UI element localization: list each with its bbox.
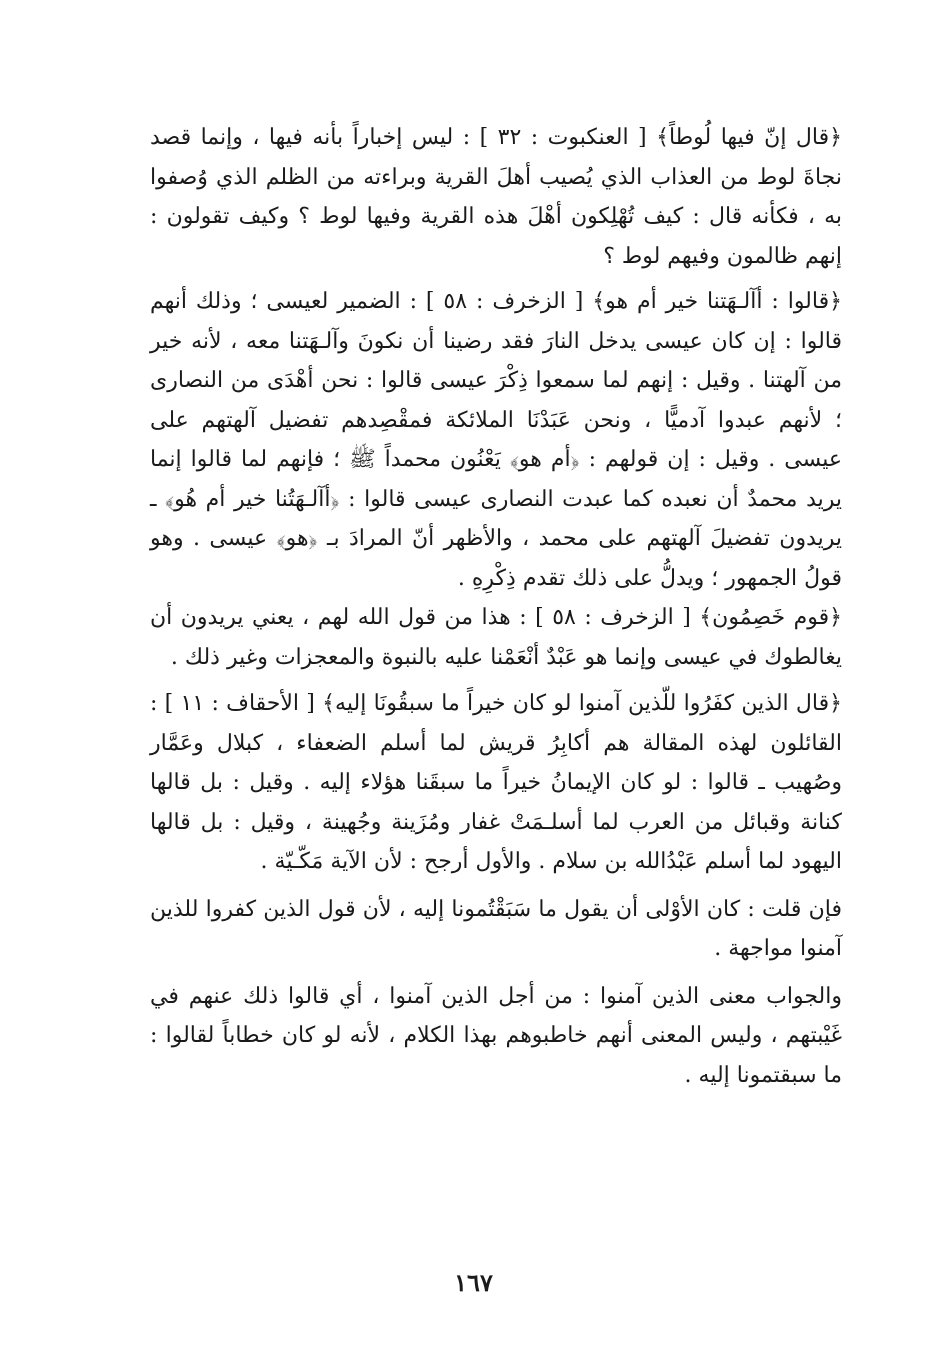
paragraph-6: والجواب معنى الذين آمنوا : من أجل الذين آمنوا ، أي قالوا ذلك عنهم في غَيْبتهم ، وليس المعنى أنهم خاطبوهم بهذا الكلام ، لأنه لو كان خطاباً لقالوا : ما سبقتمونا إليه .	[150, 983, 842, 1088]
paragraph-1: ﴿قال إنّ فيها لُوطاً﴾ [ العنكبوت : ٣٢ ] : ليس إخباراً بأنه فيها ، وإنما قصد نجاةَ لوط من العذاب الذي يُصيب أهلَ القرية وبراءته من الظلم الذي وُصفوا به ، فكأنه قال : كيف تُهْلِكون أهْلَ هذه القرية وفيها لوط ؟ وكيف تقولون : إنهم ظالمون وفيهم لوط ؟	[150, 125, 842, 269]
page-body	[150, 118, 842, 1095]
page-number: ١٦٧	[454, 1268, 493, 1297]
paragraph-5: فإن قلت : كان الأوْلى أن يقول ما سَبَقْتُمونا إليه ، لأن قول الذين كفروا للذين آمنوا مواجهة .	[150, 896, 842, 961]
paragraph-3: ﴿قوم خَصِمُون﴾ [ الزخرف : ٥٨ ] : هذا من قول الله لهم ، يعني يريدون أن يغالطوك في عيسى وإنما هو عَبْدٌ أنْعَمْنا عليه بالنبوة والمعجزات وغير ذلك .	[150, 605, 842, 670]
paragraph-2: ﴿قالوا : أآلـهَتنا خير أم هو﴾ [ الزخرف : ٥٨ ] : الضمير لعيسى ؛ وذلك أنهم قالوا : إن كان عيسى يدخل النارَ فقد رضينا أن نكونَ وآلـهَتنا معه ، لأنه خير من آلهتنا . وقيل : إنهم لما سمعوا ذِكْرَ عيسى قالوا : نحن أهْدَى من النصارى ؛ لأنهم عبدوا آدميًّا ، ونحن عَبَدْنَا الملائكة فمقْصِدهم تفضيل آلهتهم على عيسى . وقيل : إن قولهم : ﴿أم هو﴾ يَعْنُون محمداً ﷺ ؛ فإنهم لما قالوا إنما يريد محمدٌ أن نعبده كما عبدت النصارى عيسى قالوا : ﴿أآلـهَتُنا خير أم هُو﴾ ـ يريدون تفضيلَ آلهتهم على محمد ، والأظهر أنّ المرادَ بـ ﴿هو﴾ عيسى . وهو قولُ الجمهور ؛ ويدلُّ على ذلك تقدم ذِكْرِهِ .	[150, 289, 842, 591]
paragraph-4: ﴿قال الذين كفَرُوا للّذين آمنوا لو كان خيراً ما سبقُونَا إليه﴾ [ الأحقاف : ١١ ] : القائلون لهذه المقالة هم أكابِرُ قريش لما أسلم الضعفاء ، كبلال وعَمَّار وصُهيب ـ قالوا : لو كان الإيمانُ خيراً ما سبقَنا هؤلاء إليه . وقيل : بل قالها كنانة وقبائل من العرب لما أسلـمَتْ غفار ومُزَينة وجُهينة ، وقيل : بل قالها اليهود لما أسلم عَبْدُالله بن سلام . والأول أرجح : لأن الآية مَكّـيّة .	[150, 691, 842, 874]
